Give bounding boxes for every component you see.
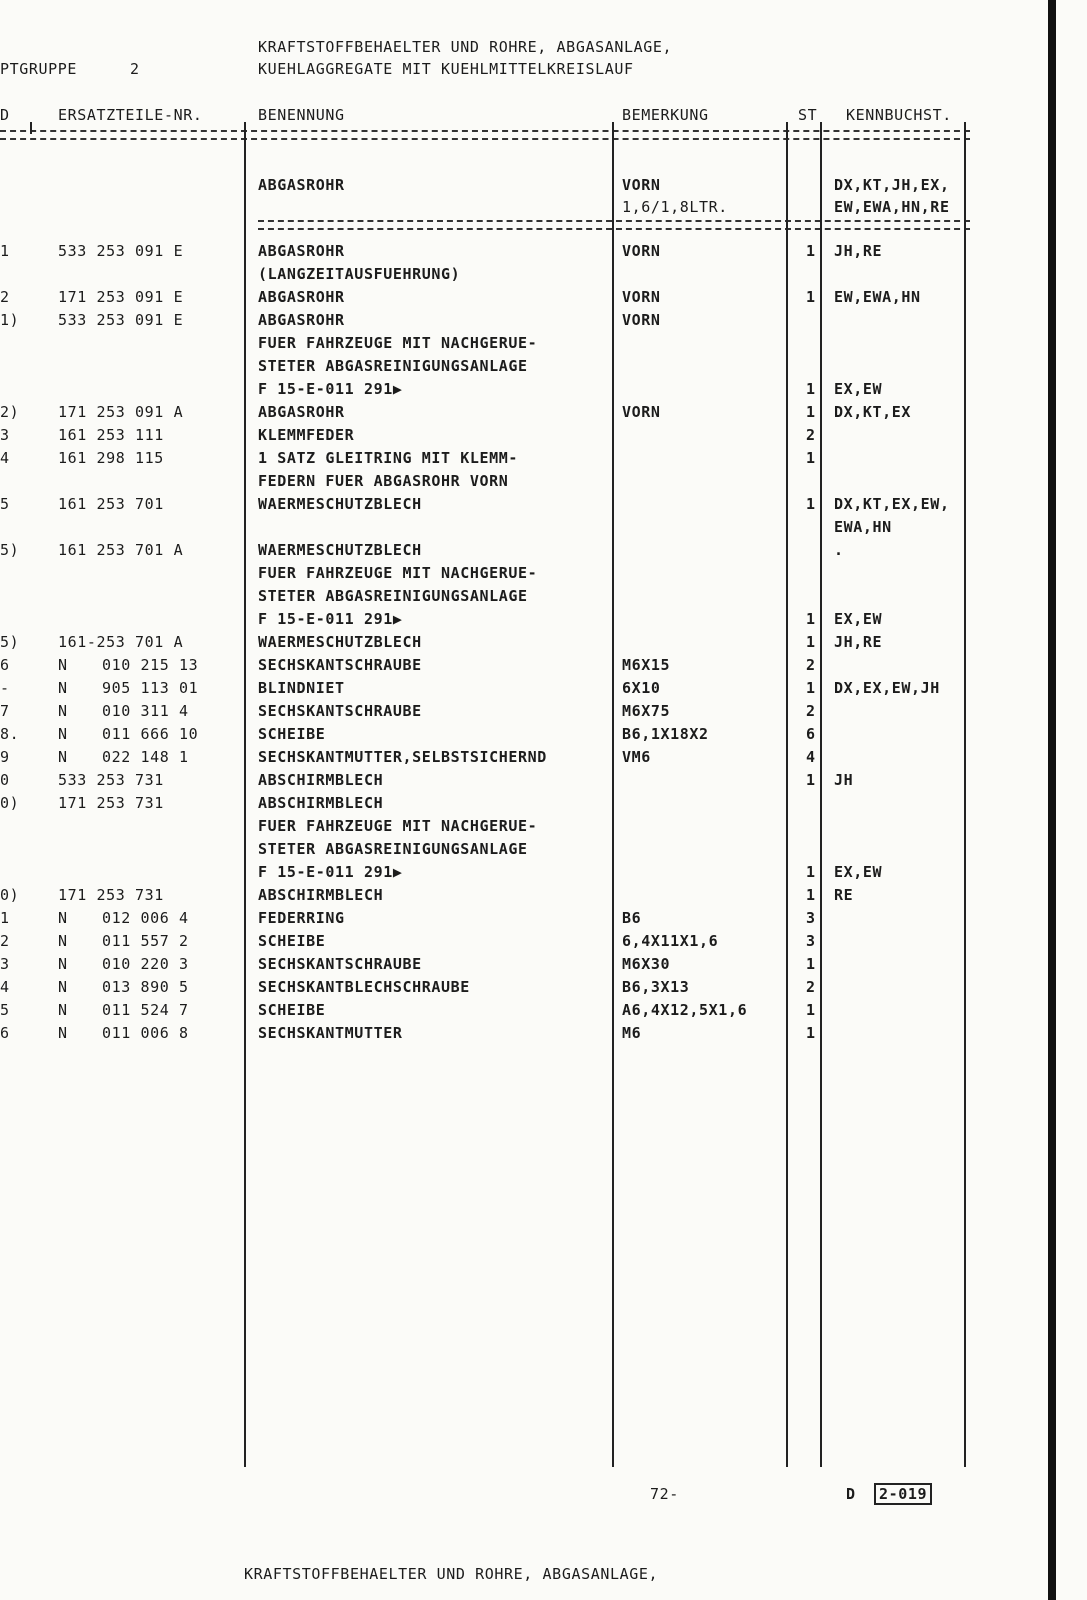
row-part-no: 161 253 701 A <box>58 541 184 559</box>
row-remark: M6X15 <box>622 656 671 674</box>
row-pos: 9 <box>0 748 10 766</box>
group-heading-codes-1: DX,KT,JH,EX, <box>834 176 950 194</box>
row-pos: 3 <box>0 426 10 444</box>
row-part-no: 011 666 10 <box>102 725 199 743</box>
row-pos: 1 <box>0 242 10 260</box>
group-heading-remark-1: VORN <box>622 176 661 194</box>
row-remark: B6 <box>622 909 642 927</box>
row-part-no: 010 215 13 <box>102 656 199 674</box>
row-part-no: 533 253 091 E <box>58 242 184 260</box>
row-codes: EX,EW <box>834 610 883 628</box>
row-pos: 2) <box>0 403 20 421</box>
row-pos: 8. <box>0 725 20 743</box>
row-qty: 3 <box>806 909 816 927</box>
row-name: WAERMESCHUTZBLECH <box>258 633 422 651</box>
row-part-no: 161 253 111 <box>58 426 164 444</box>
row-pos: 2 <box>0 932 10 950</box>
row-qty: 1 <box>806 403 816 421</box>
row-name: STETER ABGASREINIGUNGSANLAGE <box>258 357 528 375</box>
row-pos: 0) <box>0 794 20 812</box>
col-header-qty: ST <box>798 106 818 124</box>
row-part-no: 011 557 2 <box>102 932 189 950</box>
row-norm-flag: N <box>58 1024 68 1042</box>
col-divider-remark <box>612 122 614 1467</box>
row-name: FUER FAHRZEUGE MIT NACHGERUE- <box>258 564 538 582</box>
row-name: ABSCHIRMBLECH <box>258 886 384 904</box>
row-codes: EX,EW <box>834 380 883 398</box>
row-name: SCHEIBE <box>258 932 326 950</box>
row-name: 1 SATZ GLEITRING MIT KLEMM- <box>258 449 519 467</box>
row-remark: VORN <box>622 242 661 260</box>
row-part-no: 171 253 731 <box>58 886 164 904</box>
row-name: SCHEIBE <box>258 1001 326 1019</box>
row-norm-flag: N <box>58 748 68 766</box>
row-name: STETER ABGASREINIGUNGSANLAGE <box>258 587 528 605</box>
row-remark: VORN <box>622 288 661 306</box>
row-remark: VM6 <box>622 748 651 766</box>
col-divider-name <box>244 122 246 1467</box>
row-part-no: 010 311 4 <box>102 702 189 720</box>
row-qty: 1 <box>806 242 816 260</box>
row-part-no: 011 006 8 <box>102 1024 189 1042</box>
row-norm-flag: N <box>58 978 68 996</box>
col-header-name: BENENNUNG <box>258 106 345 124</box>
row-pos: 1 <box>0 909 10 927</box>
row-qty: 1 <box>806 1024 816 1042</box>
row-pos: 4 <box>0 978 10 996</box>
row-name: F 15-E-011 291▶ <box>258 380 403 398</box>
row-qty: 4 <box>806 748 816 766</box>
title-line-2: KUEHLAGGREGATE MIT KUEHLMITTELKREISLAUF <box>258 60 634 78</box>
row-remark: B6,3X13 <box>622 978 690 996</box>
row-qty: 1 <box>806 679 816 697</box>
row-part-no: 161 298 115 <box>58 449 164 467</box>
row-codes: EWA,HN <box>834 518 892 536</box>
row-codes: JH <box>834 771 854 789</box>
col-header-part-no: ERSATZTEILE-NR. <box>58 106 203 124</box>
group-heading-name: ABGASROHR <box>258 176 345 194</box>
row-name: SECHSKANTSCHRAUBE <box>258 955 422 973</box>
row-name: FUER FAHRZEUGE MIT NACHGERUE- <box>258 334 538 352</box>
col-header-pos: D <box>0 106 10 124</box>
page-edge <box>1048 0 1056 1600</box>
row-name: ABGASROHR <box>258 288 345 306</box>
row-qty: 1 <box>806 771 816 789</box>
row-name: F 15-E-011 291▶ <box>258 863 403 881</box>
row-name: ABSCHIRMBLECH <box>258 794 384 812</box>
next-page-title: KRAFTSTOFFBEHAELTER UND ROHRE, ABGASANLAGE, <box>244 1565 659 1583</box>
row-pos: 0) <box>0 886 20 904</box>
row-norm-flag: N <box>58 909 68 927</box>
row-name: SECHSKANTMUTTER,SELBSTSICHERND <box>258 748 547 766</box>
row-remark: A6,4X12,5X1,6 <box>622 1001 748 1019</box>
col-header-codes: KENNBUCHST. <box>846 106 952 124</box>
row-pos: 0 <box>0 771 10 789</box>
row-codes: EX,EW <box>834 863 883 881</box>
row-norm-flag: N <box>58 955 68 973</box>
title-line-1: KRAFTSTOFFBEHAELTER UND ROHRE, ABGASANLAGE, <box>258 38 673 56</box>
group-number: 2 <box>130 60 140 78</box>
row-name: SECHSKANTSCHRAUBE <box>258 656 422 674</box>
row-qty: 2 <box>806 426 816 444</box>
col-divider-qty-right <box>820 122 822 1467</box>
row-part-no: 171 253 091 A <box>58 403 184 421</box>
row-part-no: 533 253 091 E <box>58 311 184 329</box>
row-part-no: 012 006 4 <box>102 909 189 927</box>
row-name: SCHEIBE <box>258 725 326 743</box>
row-name: FEDERN FUER ABGASROHR VORN <box>258 472 509 490</box>
row-pos: 6 <box>0 656 10 674</box>
row-name: BLINDNIET <box>258 679 345 697</box>
row-remark: 6,4X11X1,6 <box>622 932 719 950</box>
row-norm-flag: N <box>58 932 68 950</box>
section-code-stamp: 2-019 <box>874 1483 932 1505</box>
row-part-no: 171 253 091 E <box>58 288 184 306</box>
row-qty: 1 <box>806 288 816 306</box>
row-codes: JH,RE <box>834 633 883 651</box>
row-name: KLEMMFEDER <box>258 426 355 444</box>
row-part-no: 011 524 7 <box>102 1001 189 1019</box>
row-qty: 1 <box>806 863 816 881</box>
row-codes: . <box>834 541 844 559</box>
row-qty: 1 <box>806 886 816 904</box>
row-name: SECHSKANTBLECHSCHRAUBE <box>258 978 470 996</box>
group-separator <box>258 220 970 230</box>
row-qty: 2 <box>806 656 816 674</box>
row-codes: DX,KT,EX <box>834 403 912 421</box>
page-number: 72- <box>650 1485 679 1503</box>
row-codes: DX,KT,EX,EW, <box>834 495 950 513</box>
row-part-no: 171 253 731 <box>58 794 164 812</box>
row-pos: 5 <box>0 1001 10 1019</box>
row-name: ABGASROHR <box>258 403 345 421</box>
row-qty: 1 <box>806 380 816 398</box>
col-divider-qty-left <box>786 122 788 1467</box>
row-codes: DX,EX,EW,JH <box>834 679 940 697</box>
row-name: FUER FAHRZEUGE MIT NACHGERUE- <box>258 817 538 835</box>
row-remark: M6X75 <box>622 702 671 720</box>
row-name: (LANGZEITAUSFUEHRUNG) <box>258 265 461 283</box>
row-name: SECHSKANTMUTTER <box>258 1024 403 1042</box>
row-name: ABSCHIRMBLECH <box>258 771 384 789</box>
row-qty: 1 <box>806 610 816 628</box>
row-norm-flag: N <box>58 725 68 743</box>
row-pos: 5 <box>0 495 10 513</box>
col-divider-pos <box>30 122 32 134</box>
group-label: PTGRUPPE <box>0 60 78 78</box>
row-remark: VORN <box>622 403 661 421</box>
row-name: STETER ABGASREINIGUNGSANLAGE <box>258 840 528 858</box>
row-norm-flag: N <box>58 702 68 720</box>
row-remark: VORN <box>622 311 661 329</box>
row-pos: 5) <box>0 633 20 651</box>
row-pos: 4 <box>0 449 10 467</box>
header-separator <box>0 130 970 140</box>
row-remark: M6X30 <box>622 955 671 973</box>
row-name: FEDERRING <box>258 909 345 927</box>
row-qty: 1 <box>806 955 816 973</box>
row-name: WAERMESCHUTZBLECH <box>258 495 422 513</box>
row-qty: 1 <box>806 633 816 651</box>
row-qty: 1 <box>806 1001 816 1019</box>
row-pos: 5) <box>0 541 20 559</box>
group-heading-remark-2: 1,6/1,8LTR. <box>622 198 728 216</box>
row-qty: 1 <box>806 449 816 467</box>
row-name: WAERMESCHUTZBLECH <box>258 541 422 559</box>
row-name: ABGASROHR <box>258 311 345 329</box>
group-heading-codes-2: EW,EWA,HN,RE <box>834 198 950 216</box>
row-qty: 3 <box>806 932 816 950</box>
row-remark: 6X10 <box>622 679 661 697</box>
col-header-remark: BEMERKUNG <box>622 106 709 124</box>
row-norm-flag: N <box>58 656 68 674</box>
row-part-no: 905 113 01 <box>102 679 199 697</box>
row-pos: 6 <box>0 1024 10 1042</box>
row-qty: 2 <box>806 702 816 720</box>
row-pos: - <box>0 679 10 697</box>
row-pos: 2 <box>0 288 10 306</box>
row-pos: 1) <box>0 311 20 329</box>
row-name: ABGASROHR <box>258 242 345 260</box>
row-qty: 1 <box>806 495 816 513</box>
row-norm-flag: N <box>58 1001 68 1019</box>
row-remark: B6,1X18X2 <box>622 725 709 743</box>
row-part-no: 161 253 701 <box>58 495 164 513</box>
row-qty: 2 <box>806 978 816 996</box>
row-name: SECHSKANTSCHRAUBE <box>258 702 422 720</box>
row-pos: 7 <box>0 702 10 720</box>
row-name: F 15-E-011 291▶ <box>258 610 403 628</box>
section-prefix: D <box>846 1485 856 1503</box>
row-codes: RE <box>834 886 854 904</box>
row-part-no: 022 148 1 <box>102 748 189 766</box>
row-norm-flag: N <box>58 679 68 697</box>
row-part-no: 013 890 5 <box>102 978 189 996</box>
row-part-no: 010 220 3 <box>102 955 189 973</box>
row-qty: 6 <box>806 725 816 743</box>
row-remark: M6 <box>622 1024 642 1042</box>
row-pos: 3 <box>0 955 10 973</box>
row-part-no: 161-253 701 A <box>58 633 184 651</box>
col-divider-codes <box>964 122 966 1467</box>
row-part-no: 533 253 731 <box>58 771 164 789</box>
row-codes: JH,RE <box>834 242 883 260</box>
row-codes: EW,EWA,HN <box>834 288 921 306</box>
